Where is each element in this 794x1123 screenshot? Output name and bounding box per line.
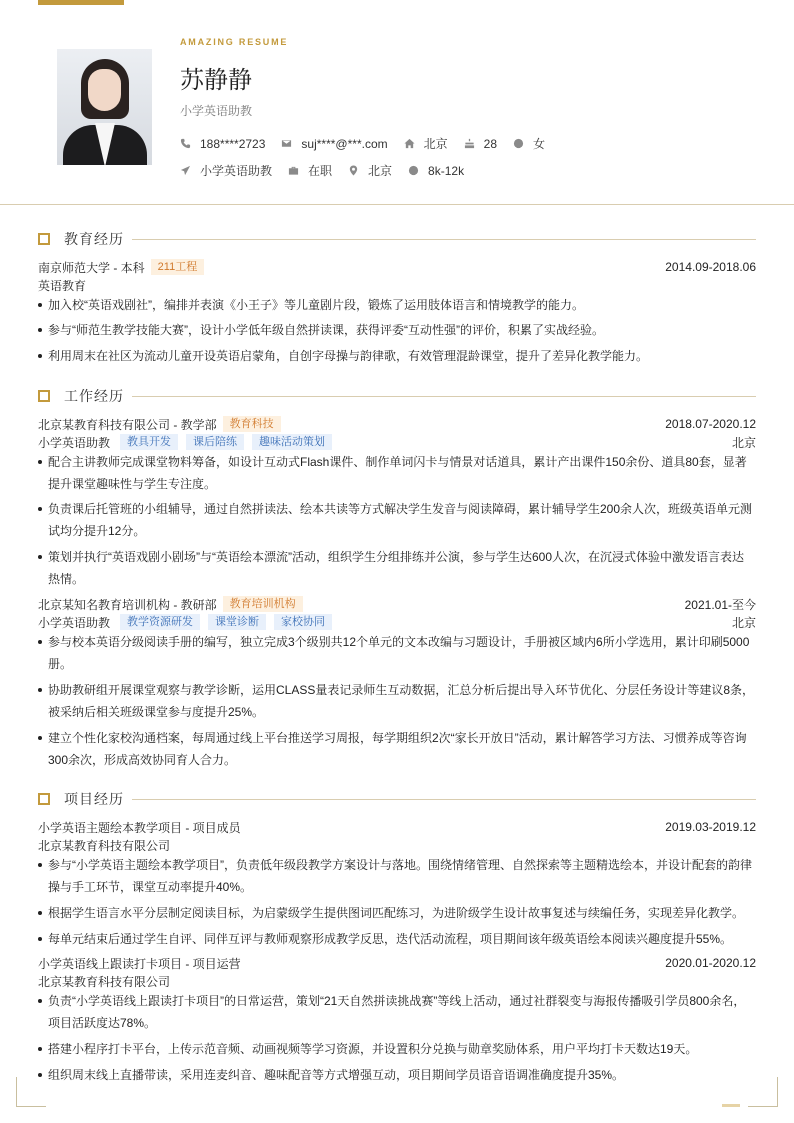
education-major-row bbox=[38, 277, 756, 293]
list-item: 协助教研组开展课堂观察与教学诊断，运用CLASS量表记录师生互动数据，汇总分析后提出导入环节优化、分层任务设计等建议8条， 被采纳后相关班级课堂参与度提升25%。 bbox=[38, 679, 756, 723]
section-divider bbox=[132, 396, 756, 397]
job-city: 北京 bbox=[731, 435, 756, 450]
info-phone: 188****2723 bbox=[180, 137, 265, 151]
info-hometown: 北京 bbox=[404, 135, 448, 152]
list-item: 组织周末线上直播带读，采用连麦纠音、趣味配音等方式增强互动，项目期间学员语音语调准确度提升35%。 bbox=[38, 1064, 756, 1086]
info-status: 在职 bbox=[288, 162, 332, 179]
mail-icon bbox=[281, 138, 292, 149]
list-item: 配合主讲教师完成课堂物料筹备，如设计互动式Flash课件、制作单词闪卡与情景对话道具，累计产出课件150余份、道具80套，显著 提升课堂趣味性与学生专注度。 bbox=[38, 451, 756, 495]
section-divider bbox=[132, 239, 756, 240]
company-name: 北京某知名教育培训机构 - 教研部 bbox=[38, 597, 217, 612]
phone-icon bbox=[180, 138, 191, 149]
project-entry-header bbox=[38, 819, 756, 835]
cake-icon bbox=[464, 138, 475, 149]
candidate-job-title: 小学英语助教 bbox=[180, 104, 253, 118]
info-email: suj****@***.com bbox=[281, 137, 387, 151]
job-intent-row bbox=[180, 162, 480, 179]
school-badge: 211工程 bbox=[151, 259, 205, 275]
job-period: 2018.07-2020.12 bbox=[665, 417, 756, 431]
corner-decoration bbox=[722, 1104, 740, 1107]
profile-photo bbox=[57, 49, 152, 165]
skill-tag: 课堂诊断 bbox=[208, 614, 266, 630]
send-icon bbox=[180, 165, 191, 176]
resume-header bbox=[0, 0, 794, 205]
skill-tag: 教学资源研发 bbox=[120, 614, 200, 630]
gender-icon bbox=[513, 138, 524, 149]
education-period: 2014.09-2018.06 bbox=[665, 260, 756, 274]
company-name: 北京某教育科技有限公司 - 教学部 bbox=[38, 417, 217, 432]
resume-tagline: AMAZING RESUME bbox=[180, 37, 289, 47]
job-period: 2021.01-至今 bbox=[684, 597, 756, 612]
list-item: 参与“小学英语主题绘本教学项目”，负责低年级段教学方案设计与落地。围绕情绪管理、自然探索等主题精选绘本，并设计配套的韵律 操与手工环节，课堂互动率提升40%。 bbox=[38, 854, 756, 898]
square-icon bbox=[38, 233, 50, 245]
job-role-row bbox=[38, 434, 756, 450]
square-icon bbox=[38, 390, 50, 402]
square-icon bbox=[38, 793, 50, 805]
project-name: 小学英语线上跟读打卡项目 - 项目运营 bbox=[38, 956, 241, 971]
section-heading bbox=[38, 791, 756, 807]
corner-decoration bbox=[16, 1077, 46, 1107]
location-icon bbox=[348, 165, 359, 176]
corner-decoration bbox=[748, 1077, 778, 1107]
industry-badge: 教育科技 bbox=[223, 416, 281, 432]
skill-tag: 课后陪练 bbox=[186, 434, 244, 450]
list-item: 利用周末在社区为流动儿童开设英语启蒙角，自创字母操与韵律歌，有效管理混龄课堂，提升了差异化教学能力。 bbox=[38, 345, 756, 367]
school-name: 南京师范大学 - 本科 bbox=[38, 260, 145, 275]
salary-icon bbox=[408, 165, 419, 176]
list-item: 每单元结束后通过学生自评、同伴互评与教师观察形成教学反思，迭代活动流程，项目期间该年级英语绘本阅读兴趣度提升55%。 bbox=[38, 928, 756, 950]
info-salary: 8k-12k bbox=[408, 164, 464, 178]
list-item: 搭建小程序打卡平台，上传示范音频、动画视频等学习资源，并设置积分兑换与勋章奖励体系，用户平均打卡天数达19天。 bbox=[38, 1038, 756, 1060]
job-entry-header bbox=[38, 416, 756, 432]
section-title: 工作经历 bbox=[64, 388, 124, 404]
job-role: 小学英语助教 bbox=[38, 435, 111, 450]
project-org-row bbox=[38, 973, 756, 989]
section-divider bbox=[132, 799, 756, 800]
list-item: 策划并执行“英语戏剧小剧场”与“英语绘本漂流”活动，组织学生分组排练并公演，参与学生达600人次，在沉浸式体验中激发语言表达 热情。 bbox=[38, 546, 756, 590]
job-entry-header bbox=[38, 596, 756, 612]
project-period: 2020.01-2020.12 bbox=[665, 956, 756, 970]
section-heading bbox=[38, 231, 756, 247]
skill-tag: 教具开发 bbox=[120, 434, 178, 450]
section-title: 项目经历 bbox=[64, 791, 124, 807]
list-item: 负责课后托管班的小组辅导，通过自然拼读法、绘本共读等方式解决学生发音与阅读障碍，累计辅导学生200余人次，班级英语单元测 试均分提升12分。 bbox=[38, 498, 756, 542]
project-org: 北京某教育科技有限公司 bbox=[38, 838, 171, 853]
section-heading bbox=[38, 388, 756, 404]
job-role: 小学英语助教 bbox=[38, 615, 111, 630]
project-org-row bbox=[38, 837, 756, 853]
briefcase-icon bbox=[288, 165, 299, 176]
list-item: 参与校本英语分级阅读手册的编写，独立完成3个级别共12个单元的文本改编与习题设计，手册被区域内6所小学选用，累计印刷5000 册。 bbox=[38, 631, 756, 675]
list-item: 建立个性化家校沟通档案，每周通过线上平台推送学习周报，每学期组织2次“家长开放日”活动，累计解答学习方法、习惯养成等咨询 300余次，形成高效协同育人合力。 bbox=[38, 727, 756, 771]
job-role-row bbox=[38, 614, 756, 630]
list-item: 负责“小学英语线上跟读打卡项目”的日常运营，策划“21天自然拼读挑战赛”等线上活动，通过社群裂变与海报传播吸引学员800余名， 项目活跃度达78%。 bbox=[38, 990, 756, 1034]
info-age: 28 bbox=[464, 137, 497, 151]
info-gender: 女 bbox=[513, 135, 545, 152]
education-entry-header bbox=[38, 259, 756, 275]
contact-info-row bbox=[180, 135, 561, 152]
project-entry-header bbox=[38, 955, 756, 971]
section-title: 教育经历 bbox=[64, 231, 124, 247]
project-org: 北京某教育科技有限公司 bbox=[38, 974, 171, 989]
list-item: 加入校“英语戏剧社”，编排并表演《小王子》等儿童剧片段，锻炼了运用肢体语言和情境教学的能力。 bbox=[38, 294, 756, 316]
home-icon bbox=[404, 138, 415, 149]
list-item: 参与“师范生教学技能大赛”，设计小学低年级自然拼读课，获得评委“互动性强”的评价，积累了实战经验。 bbox=[38, 319, 756, 341]
skill-tag: 趣味活动策划 bbox=[252, 434, 332, 450]
project-name: 小学英语主题绘本教学项目 - 项目成员 bbox=[38, 820, 241, 835]
industry-badge: 教育培训机构 bbox=[223, 596, 303, 612]
skill-tag: 家校协同 bbox=[274, 614, 332, 630]
candidate-name: 苏静静 bbox=[180, 67, 252, 94]
info-target-role: 小学英语助教 bbox=[180, 162, 272, 179]
info-target-city: 北京 bbox=[348, 162, 392, 179]
list-item: 根据学生语言水平分层制定阅读目标，为启蒙级学生提供图词匹配练习，为进阶级学生设计故事复述与续编任务，实现差异化教学。 bbox=[38, 902, 756, 924]
major: 英语教育 bbox=[38, 278, 87, 293]
job-city: 北京 bbox=[731, 615, 756, 630]
project-period: 2019.03-2019.12 bbox=[665, 820, 756, 834]
